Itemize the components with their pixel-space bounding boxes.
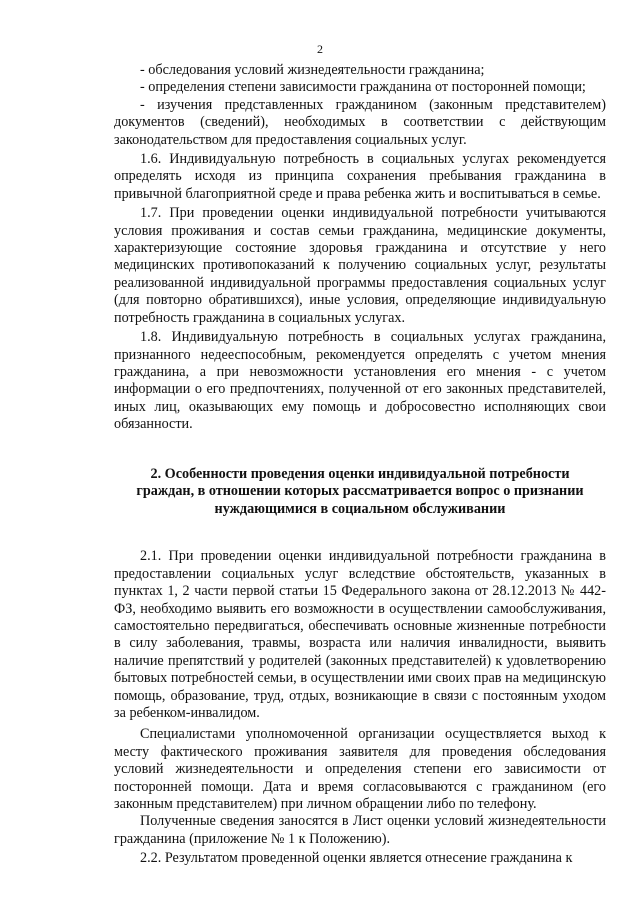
section-heading xyxy=(114,466,606,519)
paragraph-list-item: - определения степени зависимости гражданина от посторонней помощи; xyxy=(140,79,586,96)
paragraph-list-item: - изучения представленных гражданином (законным представителем) документов (сведений), необходимых в соответствии с действующим законодательством для предоставления социальных услуг. xyxy=(114,96,606,148)
section-heading-line: 2. Особенности проведения оценки индивидуальной потребности xyxy=(150,465,570,482)
section-heading-line: граждан, в отношении которых рассматривается вопрос о признании xyxy=(136,483,584,500)
paragraph-list-item: - обследования условий жизнедеятельности гражданина; xyxy=(140,62,485,78)
paragraph-received-info: Полученные сведения заносятся в Лист оценки условий жизнедеятельности гражданина (приложение № 1 к Положению). xyxy=(114,813,606,847)
paragraph-1-8: 1.8. Индивидуальную потребность в социальных услугах гражданина, признанного недееспособным, рекомендуется определять с учетом мнения гражданина, а при невозможности установления его мнения - с учетом информации о его предпочтениях, полученной от его законных представителей, иных лиц, оказывающих ему помощь и добросовестно исполняющих свои обязанности. xyxy=(114,329,606,433)
paragraph-2-1: 2.1. При проведении оценки индивидуальной потребности гражданина в предоставлении социальных услуг вследствие обстоятельств, указанных в пунктах 1, 2 части первой статьи 15 Федерального закона от 28.12.2013 № 442-ФЗ, необходимо выявить его возможности в осуществлении самообслуживания, самостоятельно передвигаться, обеспечивать основные жизненные потребности в силу заболевания, травмы, возраста или наличия инвалидности, выявить наличие препятствий у родителей (законных представителей) к удовлетворению бытовых потребностей семьи, в осуществлении ими своих прав на медицинскую помощь, образование, труд, отдых, возникающие в связи с постоянным уходом за ребенком-инвалидом. xyxy=(114,548,606,721)
document-body xyxy=(114,62,606,868)
page-number: 2 xyxy=(317,42,323,56)
paragraph-1-7: 1.7. При проведении оценки индивидуальной потребности учитываются условия проживания и состав семьи гражданина, медицинские документы, характеризующие состояние здоровья гражданина и отсутствие у него медицинских противопоказаний к получению социальных услуг, результаты реализованной индивидуальной программы предоставления социальных услуг (для повторно обратившихся), иные условия, определяющие индивидуальную потребность гражданина в социальных услугах. xyxy=(114,205,606,326)
paragraph-2-2: 2.2. Результатом проведенной оценки является отнесение гражданина к xyxy=(140,850,573,867)
paragraph-1-6: 1.6. Индивидуальную потребность в социальных услугах рекомендуется определять исходя из принципа сохранения пребывания гражданина в привычной благоприятной среде и права ребенка жить и воспитываться в семье. xyxy=(114,151,606,202)
section-heading-line: нуждающимися в социальном обслуживании xyxy=(214,500,506,517)
paragraph-specialists: Специалистами уполномоченной организации осуществляется выход к месту фактического проживания заявителя для проведения обследования условий жизнедеятельности и определения степени его зависимости от посторонней помощи. Дата и время согласовываются с гражданином (его законным представителем) при личном обращении либо по телефону. xyxy=(114,726,606,812)
